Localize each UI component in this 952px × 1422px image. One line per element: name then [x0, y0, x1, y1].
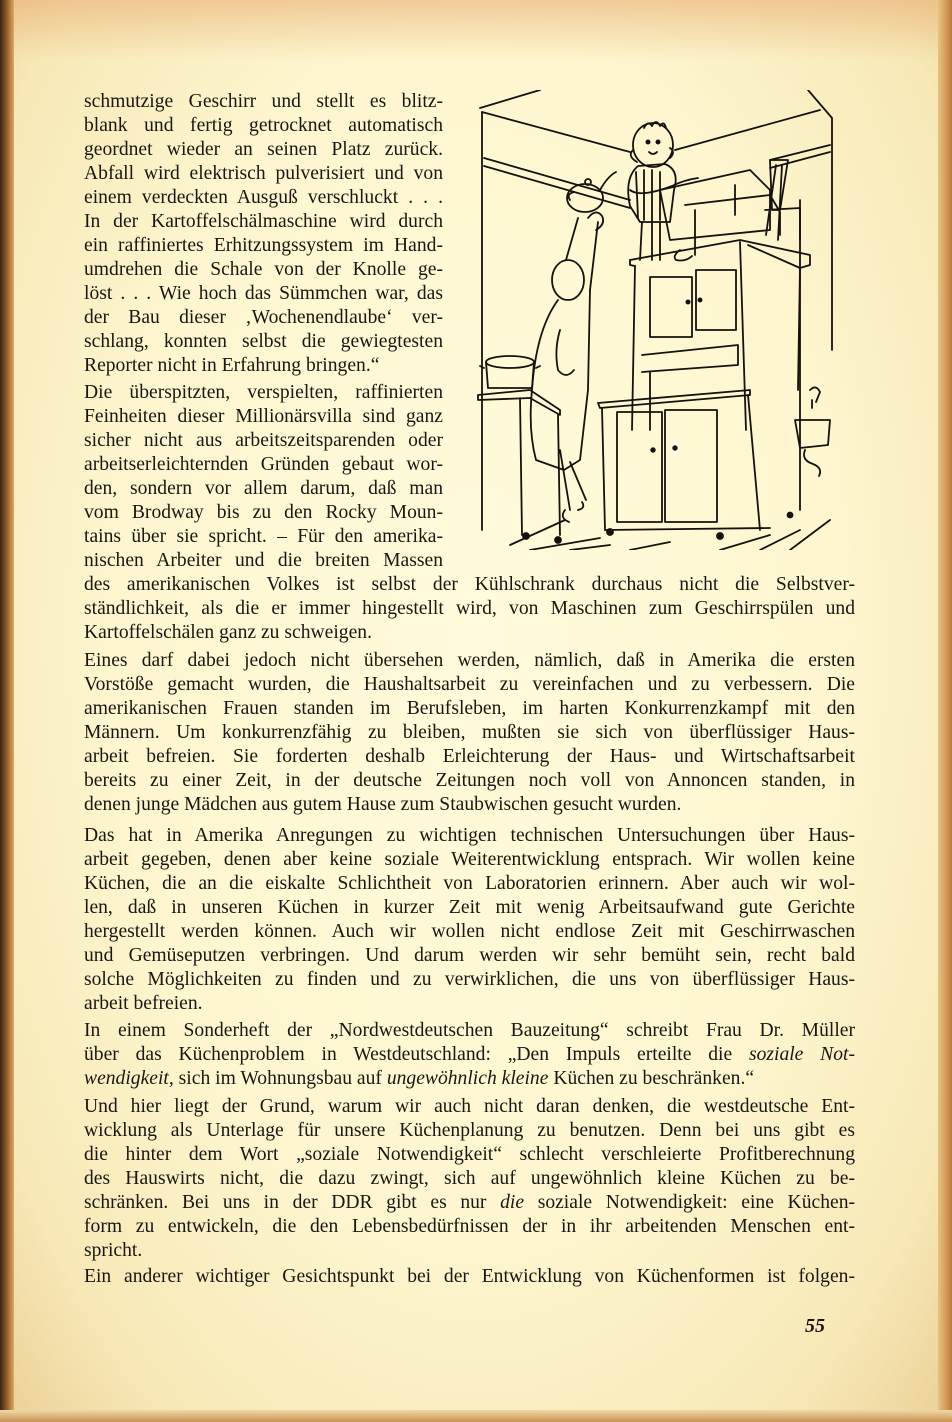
text-line: Eines darf dabei jedoch nicht übersehen werden, nämlich, daß in Amerika die ersten [84, 650, 855, 671]
stove-with-pot [478, 356, 561, 543]
upper-cabinet [630, 240, 810, 430]
text-line: amerikanischen Frauen standen im Berufsleben, im harten Konkurrenzkampf mit den [84, 698, 855, 719]
wall-corner-right [808, 90, 832, 350]
text-line: geordnet wieder an seinen Platz zurück. [84, 139, 443, 160]
text-line: die hinter dem Wort „soziale Notwendigkeit“ schlecht verschleierte Profitberechnung [84, 1144, 855, 1165]
text-line: und Gemüseputzen verbringen. Und darum werden wir sehr bemüht sein, recht bald [84, 945, 855, 966]
text-line: wicklung als Unterlage für unsere Küchenplanung zu benutzen. Denn bei uns gibt es [84, 1120, 855, 1141]
text-line: bereits zu einer Zeit, in der deutsche Zeitungen noch voll von Annoncen standen, in [84, 770, 855, 791]
boxes-on-cabinet [660, 160, 800, 261]
quote-italic: ungewöhnlich kleine [386, 1068, 549, 1089]
text-line: Das hat in Amerika Anregungen zu wichtigen technischen Untersuchungen über Haus- [84, 825, 855, 846]
ddr-text: soziale Notwendigkeit: eine Küchen- [524, 1192, 856, 1213]
text-line: nischen Arbeiter und die breiten Massen [84, 550, 443, 571]
ceiling-line-right [675, 110, 820, 150]
text-line: Kartoffelschälen ganz zu schweigen. [84, 622, 372, 643]
text-line: In einem Sonderheft der „Nordwestdeutschen Bauzeitung“ schreibt Frau Dr. Müller [84, 1020, 855, 1041]
picture-rail-right [770, 145, 830, 160]
text-line: Vorstöße gemacht wurden, die Haushaltsarbeit zu vereinfachen und zu verbessern. Die [84, 674, 855, 695]
page-edge-right [938, 0, 952, 1422]
quote-italic: wendigkeit, [84, 1068, 174, 1089]
text-line: Reporter nicht in Erfahrung bringen.“ [84, 355, 380, 376]
text-line: arbeit gegeben, denen aber keine soziale Weiterentwicklung entsprach. Wir wollen keine [84, 849, 855, 870]
text-line: vom Brodway bis zu den Rocky Moun- [84, 502, 443, 523]
floorboards [510, 520, 830, 550]
text-line: des Hauswirts nicht, die dazu zwingt, sich auf ungewöhnlich kleine Küchen zu be- [84, 1168, 855, 1189]
lower-cabinet [598, 390, 793, 539]
text-line: schmutzige Geschirr und stellt es blitz- [84, 91, 443, 112]
text-line: Und hier liegt der Grund, warum wir auch nicht daran denken, die westdeutsche Ent- [84, 1096, 855, 1117]
text-line: denen junge Mädchen aus gutem Hause zum Staubwischen gesucht wurden. [84, 794, 682, 815]
text-line: sicher nicht aus arbeitszeitsparenden oder [84, 430, 443, 451]
page-edge-bottom [0, 1410, 952, 1422]
man-figure [628, 122, 698, 260]
text-line: einem verdeckten Ausguß verschluckt . . . [84, 187, 443, 208]
text-line: Feinheiten dieser Millionärsvilla sind ganz [84, 406, 443, 427]
text-line: Männern. Um konkurrenzfähig zu bleiben, mußten sie sich von überflüssiger Haus- [84, 722, 855, 743]
text-line: blank und fertig getrocknet automatisch [84, 115, 443, 136]
text-line: Ein anderer wichtiger Gesichtspunkt bei der Entwicklung von Küchenformen ist folgen- [84, 1266, 855, 1287]
ceiling-line-left [480, 90, 540, 108]
text-line: In der Kartoffelschälmaschine wird durch [84, 211, 443, 232]
page-stain [14, 0, 940, 60]
text-line: schlang, konnten selbst die gewiegtesten [84, 331, 443, 352]
text-line: form zu entwickeln, die den Lebensbedürfnissen der in ihr arbeitenden Menschen ent- [84, 1216, 855, 1237]
text-line: löst . . . Wie hoch das Sümmchen war, das [84, 283, 443, 304]
text-line: Küchen, die an die eiskalte Schlichtheit von Laboratorien erinnern. Aber auch wir wol- [84, 873, 855, 894]
quote-text: Küchen zu beschränken.“ [548, 1068, 755, 1089]
text-line: den, sondern vor allem darum, daß man [84, 478, 443, 499]
text-line: Abfall wird elektrisch pulverisiert und von [84, 163, 443, 184]
ddr-italic: die [500, 1192, 525, 1213]
quote-text: über das Küchenproblem in Westdeutschland: „Den Impuls erteilte die [84, 1044, 749, 1065]
text-line: arbeit befreien. [84, 993, 203, 1014]
kitchen-cabinet-cartoon-icon [470, 90, 840, 550]
ddr-text: schränken. Bei uns in der DDR gibt es nur [84, 1192, 501, 1213]
picture-rail-2 [484, 166, 630, 208]
text-line: arbeitserleichternden Gründen gebaut wor- [84, 454, 443, 475]
text-line: solche Möglichkeiten zu finden und zu verwirklichen, die uns von überflüssiger Haus- [84, 969, 855, 990]
text-line: Die überspitzten, verspielten, raffinierten [84, 382, 443, 403]
text-line-ddr [84, 1191, 855, 1215]
quote-italic: soziale Not- [748, 1044, 856, 1065]
quote-text: sich im Wohnungsbau auf [173, 1068, 387, 1089]
text-line: arbeit befreien. Sie forderten deshalb Erleichterung der Haus- und Wirtschaftsarbeit [84, 746, 855, 767]
text-line: ständlichkeit, als die er immer hingestellt wird, von Maschinen zum Geschirrspülen und [84, 598, 855, 619]
ceiling-line [482, 112, 630, 152]
text-line: ein raffiniertes Erhitzungssystem im Hand- [84, 235, 443, 256]
text-line: tains über sie spricht. – Für den amerika- [84, 526, 443, 547]
text-line: umdrehen die Schale von der Knolle ge- [84, 259, 443, 280]
text-line: spricht. [84, 1240, 143, 1261]
text-line: hergestellt werden können. Auch wir wollen nicht endlose Zeit mit Geschirrwaschen [84, 921, 855, 942]
text-line: der Bau dieser ‚Wochenendlaube‘ ver- [84, 307, 443, 328]
text-line-quote [84, 1067, 855, 1091]
text-line-quote [84, 1043, 855, 1067]
text-line: des amerikanischen Volkes ist selbst der Kühlschrank durchaus nicht die Selbstver- [84, 574, 855, 595]
text-line: len, daß in unseren Küchen in kurzer Zeit mit wenig Arbeitsaufwand gute Gerichte [84, 897, 855, 918]
page-number: 55 [805, 1315, 825, 1337]
